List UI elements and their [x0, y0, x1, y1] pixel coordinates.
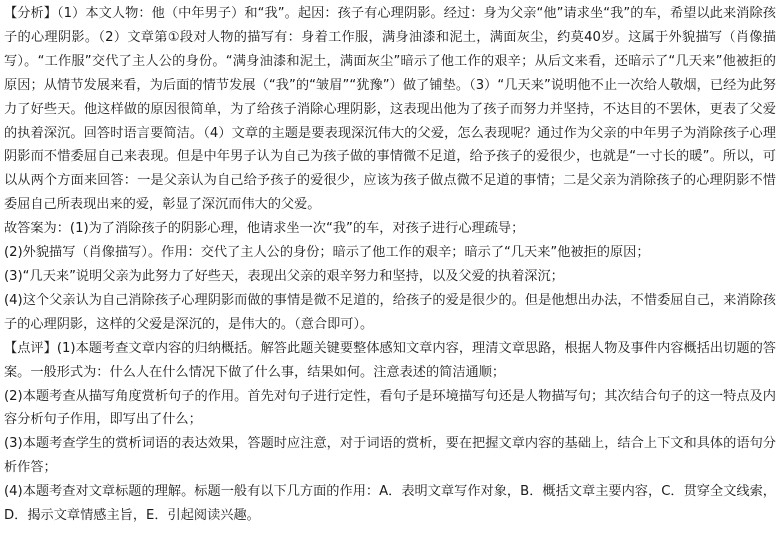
answer-item-3: (3)“几天来”说明父亲为此努力了好些天，表现出父亲的艰辛努力和坚持，以及父爱的执着深沉；: [4, 268, 564, 284]
comment-item-2: (2)本题考查从描写角度赏析句子的作用。首先对句子进行定性，看句子是环境描写句还是人物描写句；其次结合句子的这一特点及内容分析句子作用，即写出了什么；: [4, 388, 776, 428]
comment-item-3: (3)本题考查学生的赏析词语的表达效果，答题时应注意，对于词语的赏析，要在把握文章内容的基础上，结合上下文和具体的语句分析作答；: [4, 436, 776, 476]
comment-item-1: 【点评】(1)本题考查文章内容的归纳概括。解答此题关键要整体感知文章内容，理清文章思路，根据人物及事件内容概括出切题的答案。一般形式为：什么人在什么情况下做了什么事，结果如何。注意表述的简洁通顺；: [4, 340, 776, 380]
answer-item-1: 故答案为：(1)为了消除孩子的阴影心理，他请求坐一次“我”的车，对孩子进行心理疏导；: [4, 221, 525, 237]
answer-item-2: (2)外貌描写（肖像描写）。作用：交代了主人公的身份；暗示了他工作的艰辛；暗示了“几天来”他被拒的原因；: [4, 245, 650, 261]
comment-item-4: (4)本题考查对文章标题的理解。标题一般有以下几方面的作用：A．表明文章写作对象，B．概括文章主要内容，C．贯穿全文线索，D．揭示文章情感主旨，E．引起阅读兴趣。: [4, 484, 776, 524]
answer-item-4: (4)这个父亲认为自己消除孩子心理阴影而做的事情是微不足道的，给孩子的爱是很少的。但是他想出办法，不惜委屈自己，来消除孩子的心理阴影，这样的父爱是深沉的，是伟大的。（意合即可）。: [4, 292, 776, 332]
analysis-paragraph: 【分析】（1）本文人物：他（中年男子）和“我”。起因：孩子有心理阴影。经过：身为父亲“他”请求坐“我”的车，希望以此来消除孩子的心理阴影。（2）文章第①段对人物的描写有：身着工作服，满身油漆和泥土，满面灰尘，约莫40岁。这属于外貌描写（肖像描写）。“工作服”交代了主人公的身份。“满身油漆和泥土，满面灰尘”暗示了他工作的艰辛；从后文来看，还暗示了“几天来”他被拒的原因；从情节发展来看，为后面的情节发展（“我”的“皱眉”“犹豫”）做了铺垫。（3）“几天来”说明他不止一次给人敬烟，已经为此努力了好些天。他这样做的原因很简单，为了给孩子消除心理阴影，这表现出他为了孩子而努力并坚持，不达目的不罢休，更表了父爱的执着深沉。回答时语言要简洁。（4）文章的主题是要表现深沉伟大的父爱，怎么表现呢？通过作为父亲的中年男子为消除孩子心理阴影而不惜委屈自己来表现。但是中年男子认为自己为孩子做的事情微不足道，给予孩子的爱很少，也就是“一寸长的暖”。所以，可以从两个方面来回答：一是父亲认为自己给予孩子的爱很少，应该为孩子做点微不足道的事情；二是父亲为消除孩子的心理阴影不惜委屈自己所表现出来的爱，彰显了深沉而伟大的父爱。: [4, 6, 776, 213]
